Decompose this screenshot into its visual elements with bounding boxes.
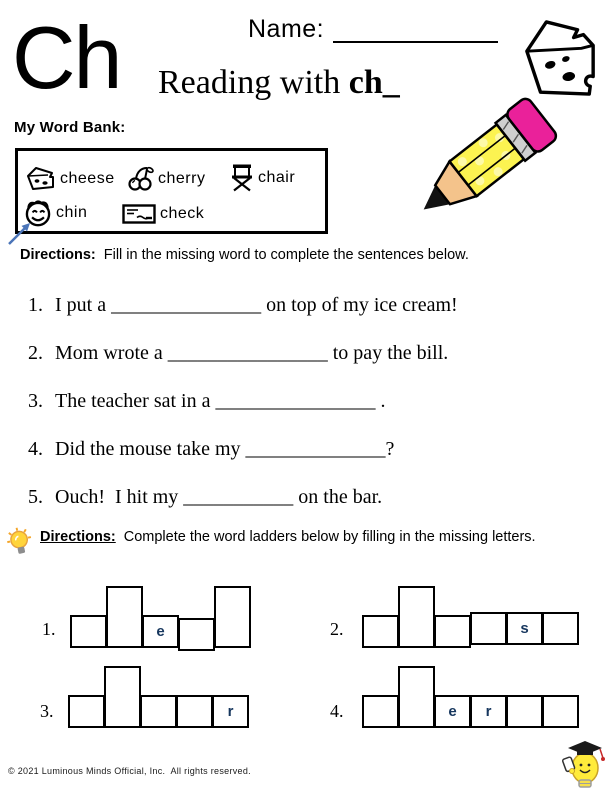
sentence-5 [28,486,382,509]
sentence-number: 2. [28,342,43,364]
pencil-clipart [402,84,562,244]
sentence-text: Did the mouse take my ______________? [55,438,395,460]
ladder-cell[interactable] [178,618,215,651]
ladder-letter: r [485,703,492,720]
word-bank-word: check [160,205,205,222]
name-blank-line[interactable] [333,17,498,43]
sentence-text: I put a _______________ on top of my ice cream! [55,294,458,316]
ladder-cell[interactable] [434,695,471,728]
directions-2 [6,527,556,556]
ladder-number-2: 2. [330,619,344,639]
ladder-cell[interactable] [142,615,179,648]
ladder-cell[interactable] [212,695,249,728]
sentence-1 [28,294,458,317]
ladder-letter: s [520,620,529,637]
page-title: Reading with ch_ [158,64,400,101]
sentence-3 [28,390,385,413]
word-bank-box [15,148,328,234]
directions-text: Fill in the missing word to complete the sentences below. [103,247,469,263]
pointer-arrow-icon [4,219,34,247]
word-bank-item-cherry [128,165,205,192]
big-letter-ch: Ch [12,8,121,107]
word-ladder-3 [68,666,249,728]
word-bank-label: My Word Bank: [14,119,126,136]
ladder-cell[interactable] [140,695,177,728]
ladder-cell[interactable] [104,666,141,728]
sentence-2 [28,342,448,365]
sentence-4 [28,438,394,461]
word-bank-word: chair [258,168,296,186]
directions-text: Complete the word ladders below by filling in the missing letters. [123,529,536,545]
sentence-number: 1. [28,294,43,316]
word-bank-item-chair [230,163,295,192]
word-bank-item-cheese [26,165,115,193]
ladder-cell[interactable] [70,615,107,648]
name-label: Name: [248,15,325,43]
ladder-number-1: 1. [42,619,56,639]
sentence-number: 5. [28,486,43,508]
ladder-cell[interactable] [434,615,471,648]
ladder-cell[interactable] [398,586,435,648]
ladder-cell[interactable] [214,586,251,648]
sentence-text: The teacher sat in a ________________ . [55,390,386,412]
directions-label: Directions: [40,529,116,545]
word-bank-word: cherry [158,169,206,187]
ladder-cell[interactable] [176,695,213,728]
sentence-number: 4. [28,438,43,460]
cheese-icon [26,165,56,193]
ladder-cell[interactable] [506,695,543,728]
ladder-cell[interactable] [542,612,579,645]
ladder-letter: e [156,623,165,640]
ladder-cell[interactable] [362,615,399,648]
check-icon [122,204,156,224]
word-ladder-1 [70,586,251,648]
sentence-text: Mom wrote a ________________ to pay the bill. [55,342,449,364]
lightbulb-icon [6,527,33,556]
sentence-text: Ouch! I hit my ___________ on the bar. [55,486,383,508]
word-bank-word: cheese [60,170,115,187]
ladder-number-4: 4. [330,701,344,721]
ladder-cell[interactable] [106,586,143,648]
directions-label: Directions: [20,247,96,263]
directions-1 [20,247,580,263]
directions-2-text-block [40,527,556,548]
word-bank-word: chin [56,204,88,221]
ladder-number-3: 3. [40,701,54,721]
lightbulb-mascot [560,738,608,790]
ladder-cell[interactable] [68,695,105,728]
ladder-cell[interactable] [506,612,543,645]
cherry-icon [128,165,154,192]
sentence-number: 3. [28,390,43,412]
copyright-text: © 2021 Luminous Minds Official, Inc. All rights reserved. [8,766,251,776]
ladder-letter: r [227,703,234,720]
word-bank-item-check [122,204,204,224]
ladder-cell[interactable] [470,612,507,645]
ladder-letter: e [448,703,457,720]
word-ladder-4 [362,666,579,728]
ladder-cell[interactable] [542,695,579,728]
chair-icon [230,163,254,192]
ladder-cell[interactable] [362,695,399,728]
ladder-cell[interactable] [398,666,435,728]
ladder-cell[interactable] [470,695,507,728]
word-ladder-2 [362,586,579,648]
